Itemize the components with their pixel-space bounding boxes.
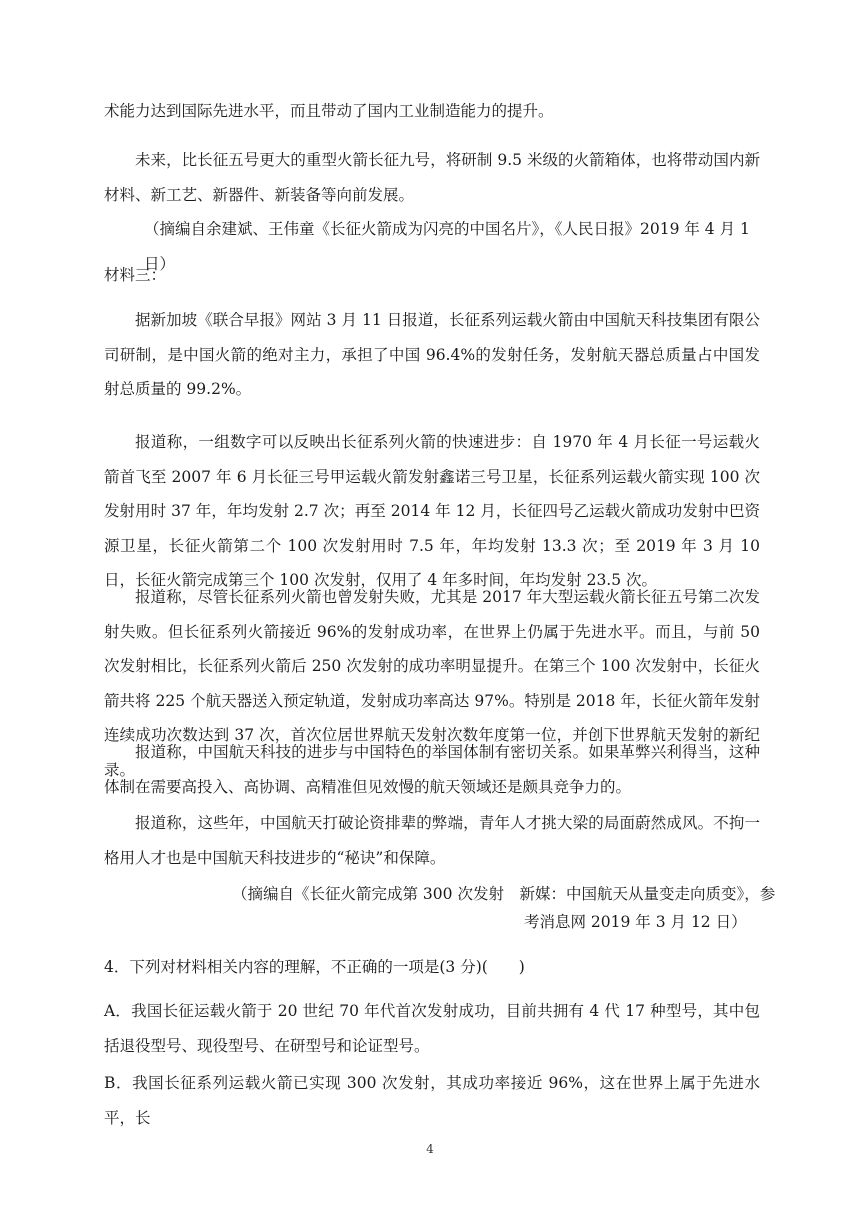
citation-material-3-line-2: 考消息网 2019 年 3 月 12 日） (524, 913, 747, 931)
material-3-paragraph-2: 报道称，一组数字可以反映出长征系列火箭的快速进步：自 1970 年 4 月长征一号运载火箭首飞至 2007 年 6 月长征三号甲运载火箭发射鑫诺三号卫星，长征系列运载火箭实现 100 次发射用时 37 年，年均发射 2.7 次；再至 2014 年 12 月，长征四号乙运载火箭成功发射中巴资源卫星，长征火箭第二个 100 次发射用时 7.5 年，年均发射 13.3 次；至 2019 年 3 月 10 日，长征火箭完成第三个 100 次发射，仅用了 4 年多时间，年均发射 23.5 次。 (104, 433, 760, 589)
option-a: A．我国长征运载火箭于 20 世纪 70 年代首次发射成功，目前共拥有 4 代 17 种型号，其中包括退役型号、现役型号、在研型号和论证型号。 (104, 1002, 760, 1055)
material-3-paragraph-1: 据新加坡《联合早报》网站 3 月 11 日报道，长征系列运载火箭由中国航天科技集团有限公司研制，是中国火箭的绝对主力，承担了中国 96.4%的发射任务，发射航天器总质量占中国发射总质量的 99.2%。 (104, 311, 760, 398)
paragraph-intro-tail: 术能力达到国际先进水平，而且带动了国内工业制造能力的提升。 (104, 102, 554, 120)
option-b: B．我国长征系列运载火箭已实现 300 次发射，其成功率接近 96%，这在世界上属于先进水平，长 (104, 1074, 760, 1127)
paragraph-future: 未来，比长征五号更大的重型火箭长征九号，将研制 9.5 米级的火箭箱体，也将带动国内新材料、新工艺、新器件、新装备等向前发展。 (104, 151, 760, 204)
material-3-paragraph-3: 报道称，尽管长征系列火箭也曾发射失败，尤其是 2017 年大型运载火箭长征五号第二次发射失败。但长征系列火箭接近 96%的发射成功率，在世界上仍属于先进水平。而且，与前 50 次发射相比，长征系列火箭后 250 次发射的成功率明显提升。在第三个 100 次发射中，长征火箭共将 225 个航天器送入预定轨道，发射成功率高达 97%。特别是 2018 年，长征火箭年发射连续成功次数达到 37 次，首次位居世界航天发射次数年度第一位，并创下世界航天发射的新纪录。 (104, 588, 760, 779)
question-4: 4．下列对材料相关内容的理解，不正确的一项是(3 分)( ) (104, 958, 525, 976)
material-3-paragraph-4: 报道称，中国航天科技的进步与中国特色的举国体制有密切关系。如果革弊兴利得当，这种体制在需要高投入、高协调、高精准但见效慢的航天领域还是颇具竞争力的。 (104, 743, 760, 796)
citation-material-3-line-1: （摘编自《长征火箭完成第 300 次发射 新媒：中国航天从量变走向质变》，参 (232, 885, 776, 903)
citation-material-2: （摘编自余建斌、王伟童《长征火箭成为闪亮的中国名片》，《人民日报》2019 年 4 月 1 日） (144, 220, 750, 273)
page-number: 4 (426, 1142, 434, 1156)
material-3-paragraph-5: 报道称，这些年，中国航天打破论资排辈的弊端，青年人才挑大梁的局面蔚然成风。不拘一格用人才也是中国航天科技进步的“秘诀”和保障。 (104, 814, 760, 867)
material-3-heading: 材料三： (104, 266, 167, 284)
